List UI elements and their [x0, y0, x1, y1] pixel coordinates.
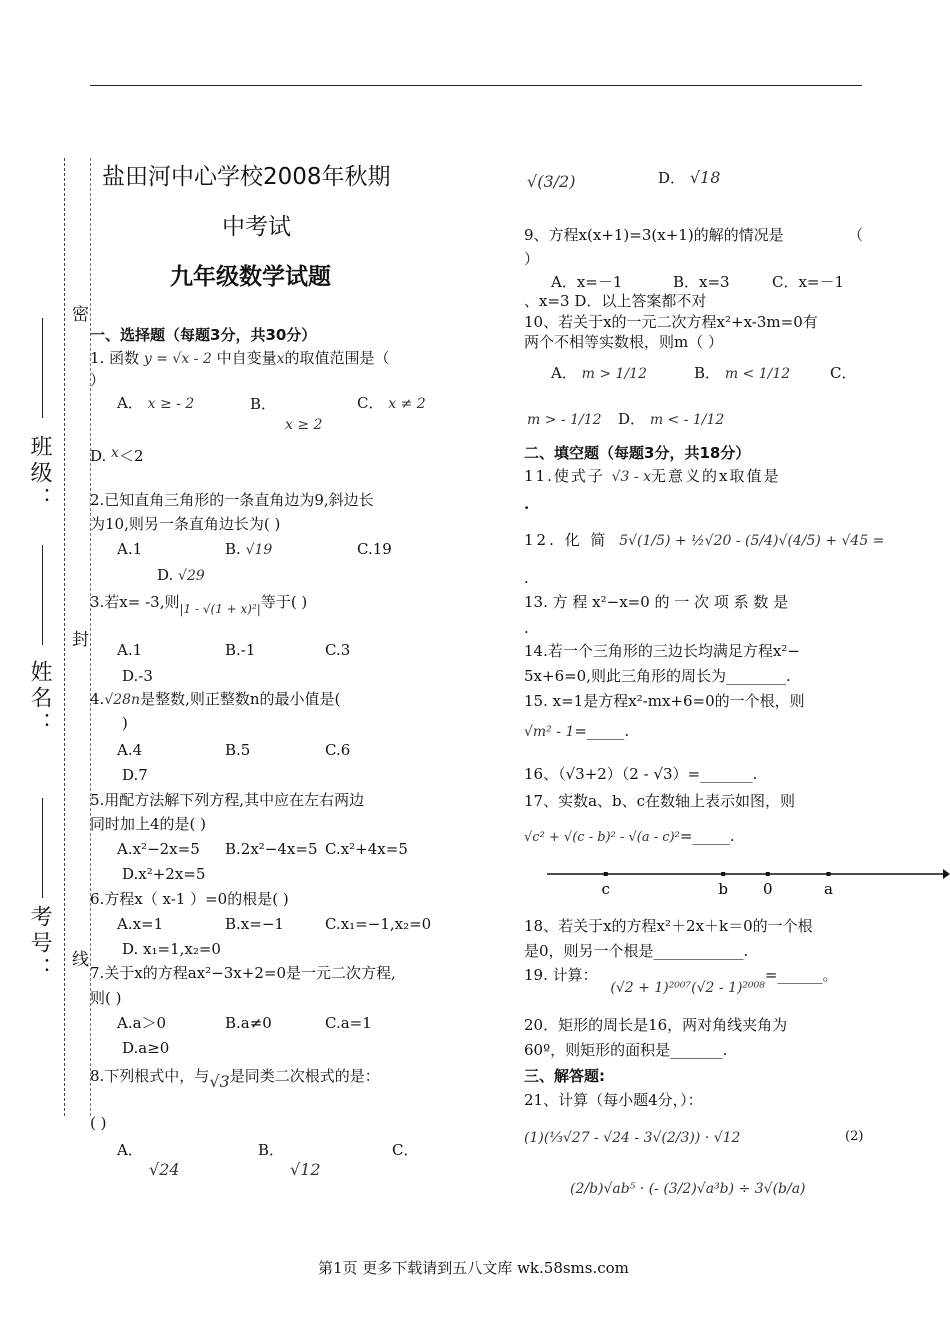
q9-option-b[interactable]: B．x=3 — [673, 273, 730, 291]
q21-part2-formula: (2/b)√ab⁵ · (- (3/2)√a³b) ÷ 3√(b/a) — [570, 1181, 806, 1197]
q15-line1: 15. x=1是方程x²-mx+6=0的一个根，则 — [524, 692, 805, 710]
q15-formula: √m² - 1 — [524, 724, 575, 740]
q3-option-c[interactable]: C.3 — [325, 641, 351, 659]
q3-option-d[interactable]: D.-3 — [122, 667, 153, 685]
q9-line2: ） — [524, 250, 540, 268]
q6-option-b[interactable]: B.x=−1 — [225, 915, 284, 933]
q7-option-a[interactable]: A.a＞0 — [117, 1014, 167, 1032]
q13-text: 13. 方 程 x²−x=0 的 一 次 项 系 数 是 — [524, 593, 789, 611]
q10-option-d-value: m < - 1/12 — [649, 412, 725, 428]
q14-line2: 5x+6=0,则此三角形的周长为________. — [524, 667, 791, 685]
q8-line — [90, 1066, 380, 1092]
q10-option-d-label: D． — [618, 410, 646, 428]
q3-text2: 等于( ) — [260, 593, 308, 611]
q6-option-a[interactable]: A.x=1 — [117, 915, 164, 933]
q1-option-c-label: C． — [357, 394, 384, 412]
q4-line2: ) — [122, 714, 128, 732]
class-blank[interactable] — [42, 318, 43, 418]
q1-option-b-label: B． — [250, 395, 277, 413]
section3-heading: 三、解答题: — [524, 1067, 605, 1085]
q12-line — [524, 530, 884, 551]
q1-option-d-var: x — [111, 445, 119, 461]
q9-paren-open: （ — [848, 226, 864, 244]
page-footer: 第1页 更多下载请到五八文库 wk.58sms.com — [318, 1259, 629, 1277]
q19-formula: (√2 + 1)²⁰⁰⁷(√2 - 1)²⁰⁰⁸ — [610, 980, 765, 996]
section2-heading: 二、填空题（每题3分，共18分） — [524, 444, 751, 462]
q3-option-a[interactable]: A.1 — [117, 641, 143, 659]
q4-line1b: 是整数,则正整数n的最小值是( — [140, 690, 341, 708]
q4-line1 — [90, 689, 340, 710]
q1-option-d-value: ＜2 — [118, 447, 144, 465]
q6-option-d[interactable]: D. x₁=1,x₂=0 — [122, 940, 221, 958]
binding-feng: 封 — [68, 630, 88, 647]
q10-line2: 两个不相等实数根，则m（ ） — [524, 333, 723, 351]
q2-line1: 2.已知直角三角形的一条直角边为9,斜边长 — [90, 491, 374, 509]
q18-line2: 是0，则另一个根是____________. — [524, 942, 749, 960]
q17-tail: =_____. — [679, 827, 735, 845]
q5-option-b[interactable]: B.2x²−4x=5 — [225, 840, 318, 858]
q2-option-d-label: D. — [157, 566, 174, 584]
q2-option-d[interactable] — [157, 565, 205, 586]
q17-line2 — [524, 826, 735, 848]
q8-option-d-value: √18 — [689, 168, 721, 187]
number-line-label-c: c — [601, 880, 610, 898]
q13-blank[interactable]: . — [524, 619, 529, 637]
number-line-point-c — [604, 872, 608, 876]
q10-option-b-label: B． — [694, 364, 721, 382]
q4-line1a: 4. — [90, 690, 105, 708]
q5-line2: 同时加上4的是( ) — [90, 815, 207, 833]
q4-formula: √28n — [104, 692, 141, 708]
q5-option-c[interactable]: C.x²+4x=5 — [325, 840, 408, 858]
q4-option-a[interactable]: A.4 — [117, 741, 143, 759]
q9-line3: 、x=3 D．以上答案都不对 — [524, 292, 707, 310]
q1-close: ） — [90, 371, 106, 389]
q8-option-b-label: B． — [258, 1141, 285, 1159]
q8-option-b-value: √12 — [290, 1160, 321, 1179]
q8-option-a[interactable] — [117, 1140, 180, 1180]
q1-text: 1. 函数 — [90, 349, 140, 367]
q9-option-a[interactable]: A．x=－1 — [551, 273, 623, 291]
top-rule — [90, 85, 862, 86]
q10-option-a-value: m > 1/12 — [581, 366, 647, 382]
q5-line1: 5.用配方法解下列方程,其中应在左右两边 — [90, 791, 365, 809]
q11-blank[interactable]: . — [524, 495, 530, 513]
q7-line2: 则( ) — [90, 989, 122, 1007]
q7-option-c[interactable]: C.a=1 — [325, 1014, 372, 1032]
q1-option-c-value: x ≠ 2 — [388, 396, 426, 412]
q21-part1-formula: (1)(⅓√27 - √24 - 3√(2/3)) · √12 — [524, 1130, 741, 1146]
q1-var: x — [276, 351, 285, 367]
q11-formula: √3 - x — [611, 469, 651, 485]
id-label: 考号： — [27, 905, 52, 983]
q7-line1: 7.关于x的方程ax²−3x+2=0是一元二次方程, — [90, 964, 396, 982]
q8-option-b[interactable] — [258, 1140, 321, 1180]
q1-text2: 中自变量 — [216, 349, 277, 367]
q8-text2: 是同类二次根式的是： — [229, 1067, 380, 1085]
q2-option-d-value: √29 — [178, 568, 205, 584]
q4-option-c[interactable]: C.6 — [325, 741, 351, 759]
q2-option-c[interactable]: C.19 — [357, 540, 392, 558]
q2-option-b[interactable] — [225, 539, 272, 560]
binding-xian: 线 — [68, 950, 88, 967]
number-line-label-b: b — [718, 880, 729, 898]
q16-text: 16、（√3+2）（2 - √3）=_______. — [524, 765, 758, 783]
q8-option-a-label: A． — [117, 1141, 143, 1159]
q9-line1: 9、方程x(x+1)=3(x+1)的解的情况是 — [524, 226, 784, 244]
q1-option-d[interactable] — [90, 443, 144, 466]
school-title: 盐田河中心学校2008年秋期 — [102, 164, 391, 190]
name-blank[interactable] — [42, 545, 43, 645]
q10-option-c-formula: m > - 1/12 — [527, 412, 602, 428]
number-line-label-0: 0 — [762, 880, 773, 898]
q11-text: 11.使式子 — [524, 467, 605, 485]
q4-option-d[interactable]: D.7 — [122, 766, 148, 784]
q8-paren: ( ) — [90, 1114, 107, 1132]
q11-text2: 无意义的x取值是 — [651, 467, 781, 485]
q8-option-c[interactable] — [392, 1140, 418, 1160]
q21-text: 21、计算（每小题4分，）： — [524, 1091, 703, 1109]
q10-option-c[interactable] — [830, 363, 856, 383]
number-line — [545, 860, 950, 900]
q20-line2: 60º，则矩形的面积是_______. — [524, 1041, 728, 1059]
q10-option-b-value: m < 1/12 — [724, 366, 791, 382]
number-line-label-a: a — [824, 880, 833, 898]
q19-text: 19. 计算： — [524, 966, 598, 984]
q10-option-d[interactable] — [618, 409, 724, 430]
q1-option-b[interactable] — [250, 394, 322, 435]
q5-option-d[interactable]: D.x²+2x=5 — [122, 865, 206, 883]
q1-option-d-label: D. — [90, 447, 107, 465]
q3-formula: |1 - √(1 + x)²| — [179, 602, 261, 616]
q8-formula: √3 — [209, 1072, 230, 1091]
q8-text: 8.下列根式中，与 — [90, 1067, 210, 1085]
number-line-arrow — [943, 869, 950, 879]
binding-dashed-line — [64, 158, 65, 1116]
q8-option-d[interactable] — [658, 168, 720, 188]
q1-option-c[interactable] — [357, 393, 426, 414]
q5-option-a[interactable]: A.x²−2x=5 — [117, 840, 200, 858]
q17-formula: √c² + √(c - b)² - √(a - c)² — [524, 830, 680, 845]
q10-option-c-label: C． — [830, 364, 857, 382]
q3-option-b[interactable]: B.-1 — [225, 641, 256, 659]
q12-text: 12. 化 简 — [524, 531, 609, 549]
q1-option-b-value: x ≥ 2 — [285, 417, 323, 433]
q6-option-c[interactable]: C.x₁=−1,x₂=0 — [325, 915, 432, 933]
q20-line1: 20．矩形的周长是16，两对角线夹角为 — [524, 1016, 788, 1034]
q17-text: 17、实数a、b、c在数轴上表示如图，则 — [524, 792, 796, 810]
q3-text: 3.若x= -3,则 — [90, 593, 180, 611]
id-blank[interactable] — [42, 798, 43, 898]
q8-option-c-value — [527, 172, 575, 192]
q21-part2-label: (2) — [845, 1129, 864, 1144]
q1-option-a[interactable] — [117, 393, 194, 414]
q11-line — [524, 466, 780, 487]
q12-blank[interactable]: . — [524, 569, 529, 587]
q2-option-b-value: √19 — [245, 542, 273, 558]
q1-text3: 的取值范围是（ — [284, 349, 390, 367]
q21-part1 — [524, 1127, 740, 1148]
q10-option-b[interactable] — [694, 363, 790, 384]
number-line-point-0 — [766, 872, 770, 876]
q2-option-b-label: B. — [225, 540, 241, 558]
q19-line — [524, 965, 837, 998]
q18-line1: 18、若关于x的方程x²＋2x＋k＝0的一个根 — [524, 917, 813, 935]
q9-option-c[interactable]: C．x=－1 — [772, 273, 845, 291]
q1-formula: y = √x - 2 — [143, 351, 212, 367]
q12-formula: 5√(1/5) + ½√20 - (5/4)√(4/5) + √45 = — [619, 533, 885, 549]
q2-line2: 为10,则另一条直角边长为( ) — [90, 515, 281, 533]
q10-option-c-value — [527, 409, 602, 430]
q10-option-a[interactable] — [551, 363, 647, 384]
q8-option-c-formula: √(3/2) — [527, 172, 576, 191]
q19-tail: =______。 — [764, 966, 838, 984]
q21-part2 — [570, 1178, 806, 1199]
class-label: 班级： — [27, 435, 52, 513]
page-title: 九年级数学试题 — [170, 264, 331, 290]
binding-mi: 密 — [68, 305, 88, 322]
q8-option-d-label: D． — [658, 169, 686, 187]
number-line-point-a — [827, 872, 831, 876]
q8-option-a-value: √24 — [149, 1160, 180, 1179]
q1-option-a-value: x ≥ - 2 — [147, 396, 195, 412]
q8-option-c-label: C． — [392, 1141, 419, 1159]
exam-subtitle: 中考试 — [222, 214, 291, 240]
q3-line — [90, 592, 307, 619]
name-label: 姓名： — [27, 660, 52, 738]
q1-option-a-label: A． — [117, 394, 143, 412]
q10-line1: 10、若关于x的一元二次方程x²+x-3m=0有 — [524, 313, 818, 331]
q6-text: 6.方程x（ x-1 ）=0的根是( ) — [90, 890, 289, 908]
q10-option-a-label: A． — [551, 364, 577, 382]
q7-option-d[interactable]: D.a≥0 — [122, 1039, 170, 1057]
q2-option-a[interactable]: A.1 — [117, 540, 143, 558]
section1-heading: 一、选择题（每题3分，共30分） — [90, 326, 317, 344]
q15-line2 — [524, 721, 629, 742]
q1-line — [90, 348, 390, 369]
q4-option-b[interactable]: B.5 — [225, 741, 251, 759]
q15-tail: =_____. — [574, 722, 630, 740]
q14-line1: 14.若一个三角形的三边长均满足方程x²− — [524, 642, 800, 660]
number-line-point-b — [721, 872, 725, 876]
q7-option-b[interactable]: B.a≠0 — [225, 1014, 272, 1032]
